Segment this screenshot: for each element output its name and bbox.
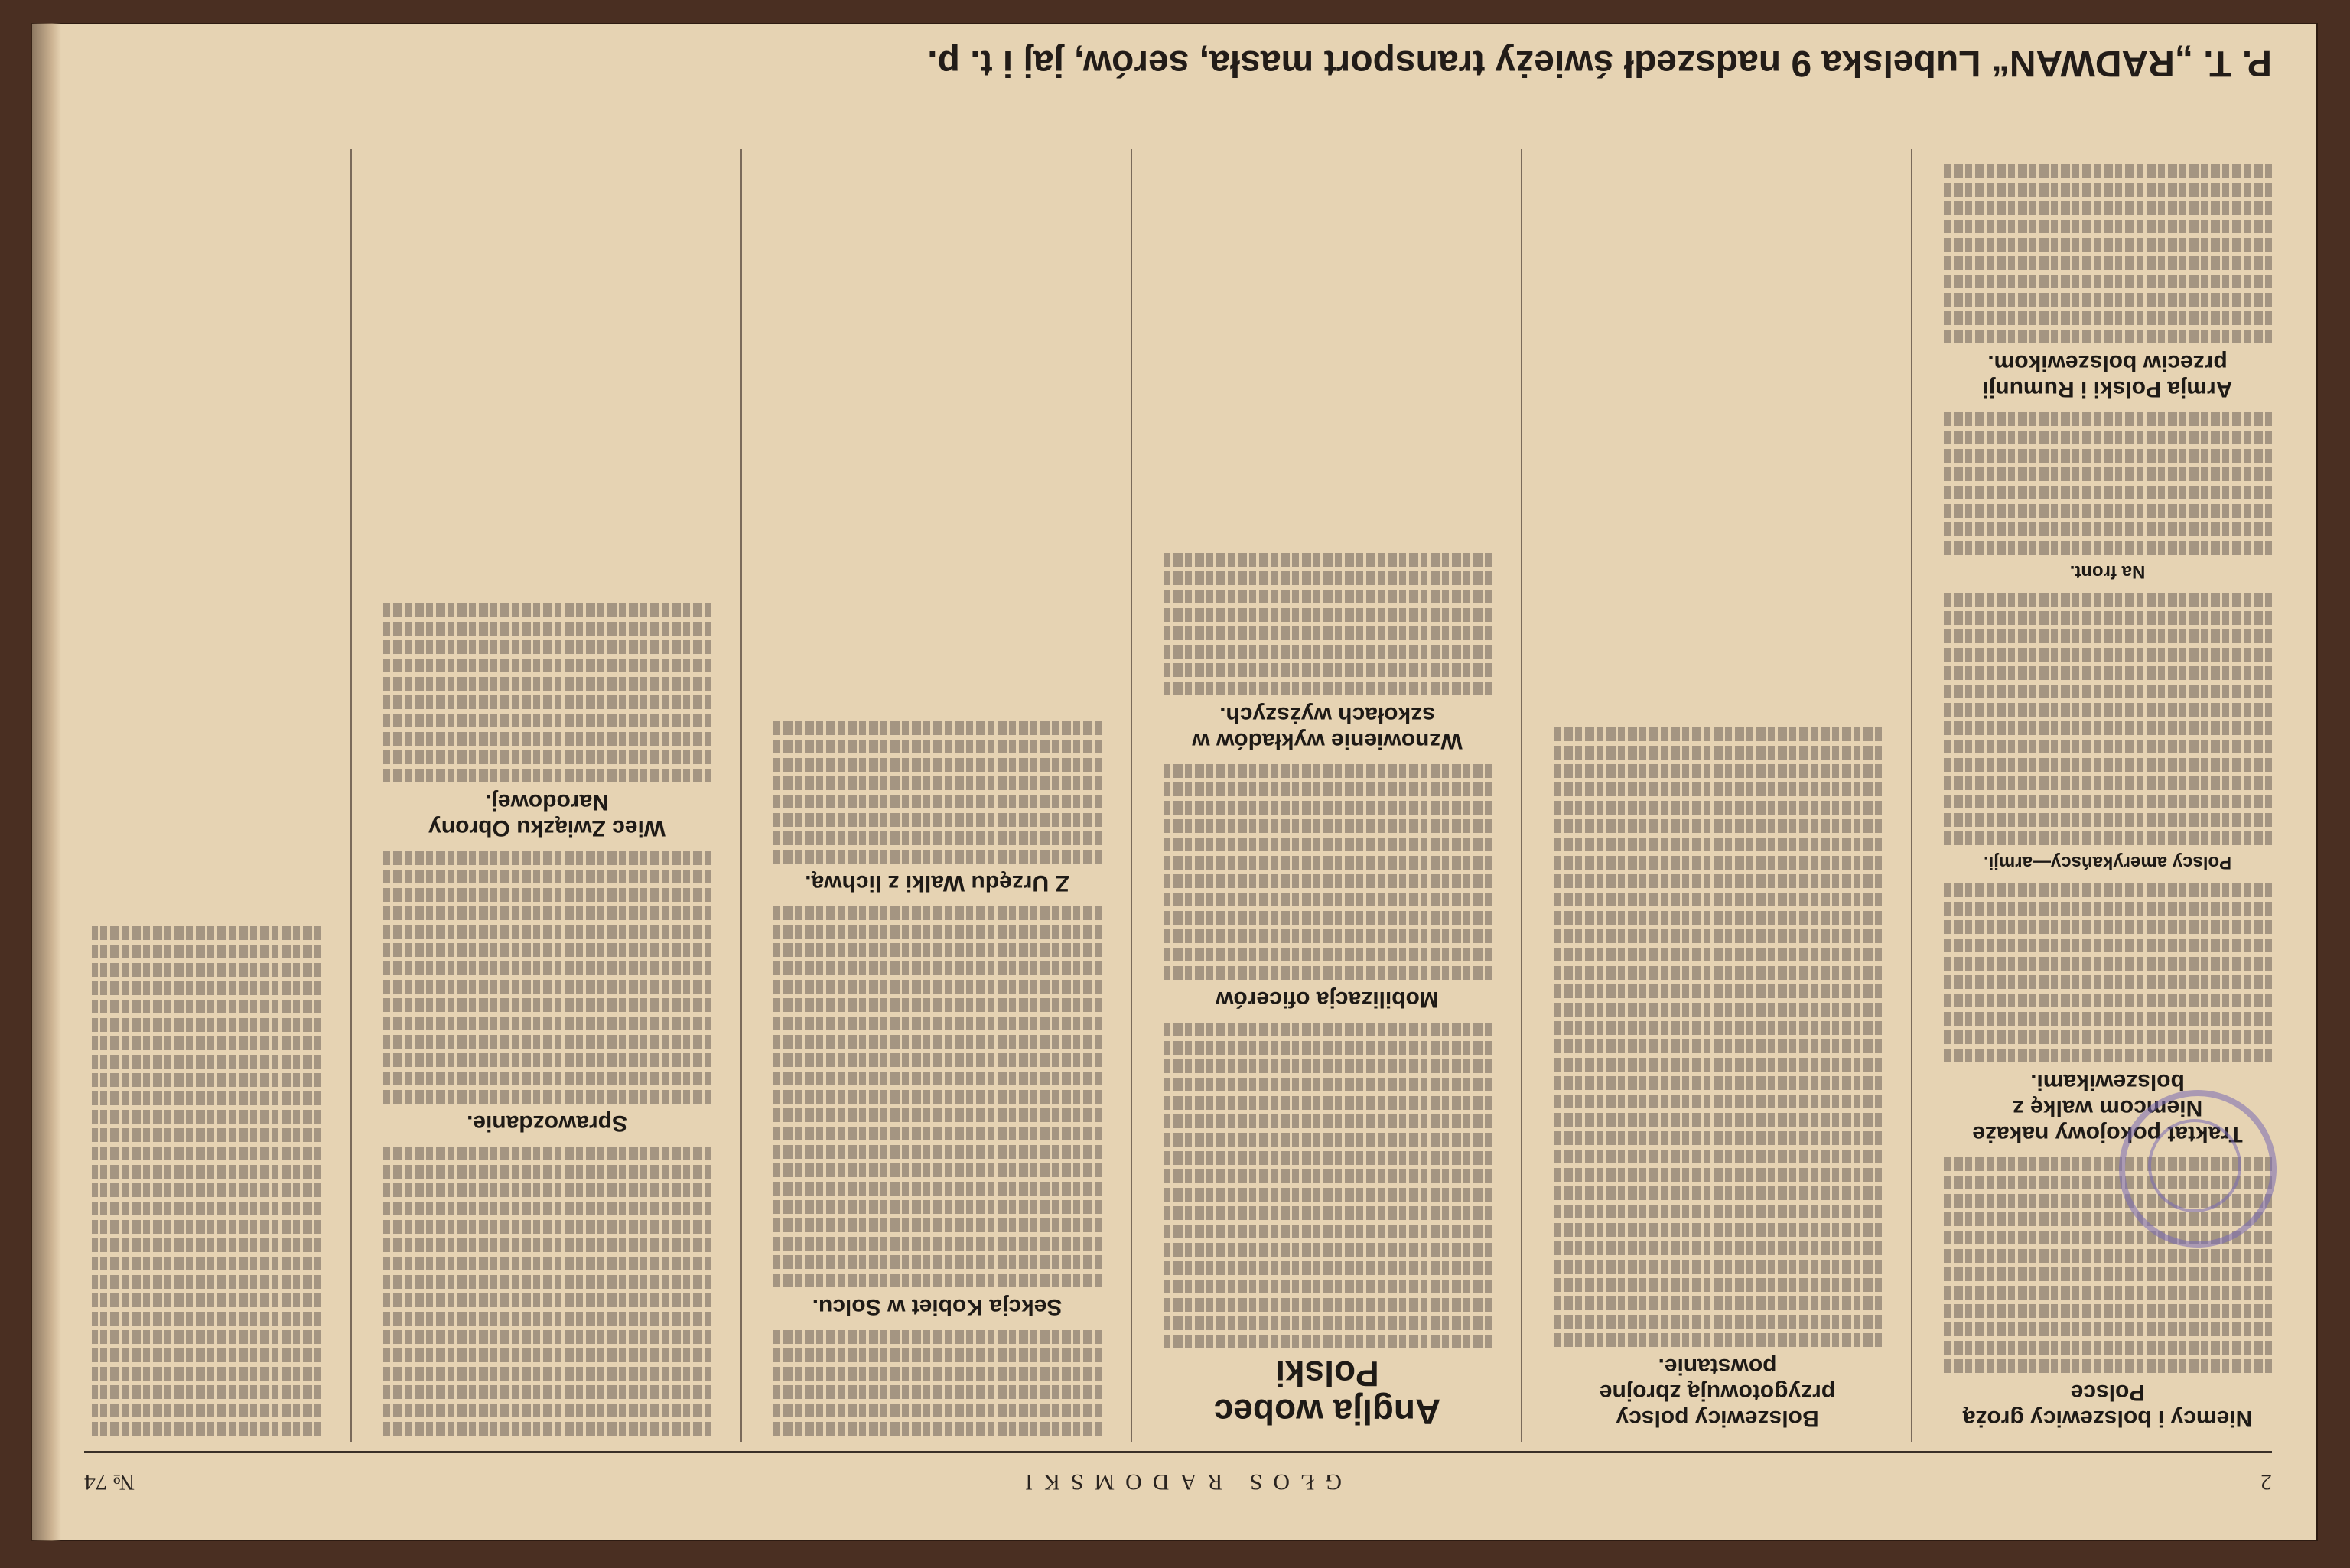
column-4 bbox=[773, 149, 1102, 1442]
page-header bbox=[84, 1451, 2272, 1499]
binding-shadow bbox=[31, 23, 61, 1541]
issue-number: № 74 bbox=[84, 1469, 135, 1495]
page-number: 2 bbox=[2260, 1469, 2272, 1495]
newspaper-page bbox=[31, 23, 2318, 1541]
headline: Sekcja Kobiet w Solcu. bbox=[812, 1294, 1063, 1319]
bottom-advertisement: P. T. „RADWAN“ Lubelska 9 nadszedł świeży transport masła, serów, jaj i t. p. bbox=[927, 43, 2272, 83]
headline: Bolszewicy polscy przygotowują zbrojne powstanie. bbox=[1599, 1354, 1836, 1431]
library-stamp-icon bbox=[2119, 1090, 2277, 1248]
headline: Sprawozdanie. bbox=[466, 1111, 628, 1136]
headline: Traktat pokojowy nakaże Niemcom walkę z bolszewikami. bbox=[1972, 1069, 2243, 1147]
rotated-sheet bbox=[31, 23, 2318, 1541]
column-2 bbox=[1553, 149, 1882, 1442]
headline: Anglja wobec Polski bbox=[1213, 1354, 1441, 1432]
headline: Na front. bbox=[2069, 561, 2146, 582]
headline: Wiec Związku Obrony Narodowej. bbox=[428, 789, 666, 841]
headline: Mobilizacja oficerów bbox=[1216, 987, 1439, 1012]
headline: Niemcy i bolszewicy grożą Polsce bbox=[1962, 1380, 2253, 1431]
headline: Wznowienie wykładów w szkołach wyższych. bbox=[1192, 702, 1463, 753]
column-3 bbox=[1163, 149, 1492, 1442]
headline: Polscy amerykańscy—armji. bbox=[1983, 852, 2232, 873]
column-1 bbox=[1943, 149, 2272, 1442]
columns bbox=[84, 142, 2272, 1442]
column-6 bbox=[92, 149, 321, 1442]
masthead: GŁOS RADOMSKI bbox=[1014, 1469, 1342, 1495]
column-5 bbox=[382, 149, 711, 1442]
headline: Armja Polski i Rumunji przeciw bolszewikom. bbox=[1982, 350, 2233, 402]
headline: Z Urzędu Walki z lichwą. bbox=[805, 870, 1069, 896]
